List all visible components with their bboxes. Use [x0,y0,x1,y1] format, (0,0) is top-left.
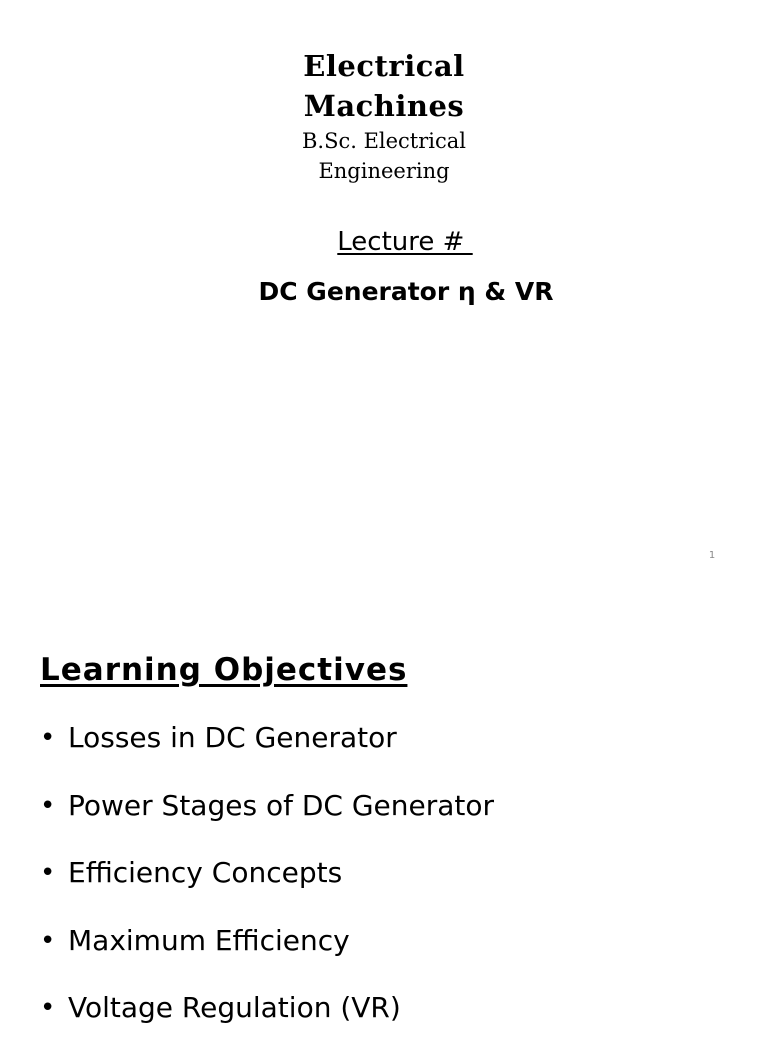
lecture-topic: DC Generator η & VR [258,277,554,306]
bullet-icon: • [40,993,56,1023]
course-title-line-1: Electrical [303,49,465,83]
lecture-label-text: Lecture # [337,227,473,257]
section-heading: Learning Objectives [40,652,408,688]
objective-text: Power Stages of DC Generator [68,788,495,822]
objectives-slide [0,600,768,1024]
bullet-icon: • [40,858,56,888]
course-title [0,46,768,126]
objective-text: Maximum Efficiency [68,923,350,957]
program-name [0,126,768,186]
objective-text: Losses in DC Generator [68,721,397,754]
bullet-icon: • [40,790,56,821]
bullet-icon: • [40,723,56,753]
program-line-2: Engineering [318,159,450,183]
program-line-1: B.Sc. Electrical [301,129,467,153]
objective-text: Voltage Regulation (VR) [68,991,401,1024]
objective-text: Efficiency Concepts [68,856,343,889]
bullet-icon: • [40,925,56,956]
course-title-line-2: Machines [303,89,465,123]
lecture-number [0,224,768,260]
slide-number: 1 [708,550,716,561]
